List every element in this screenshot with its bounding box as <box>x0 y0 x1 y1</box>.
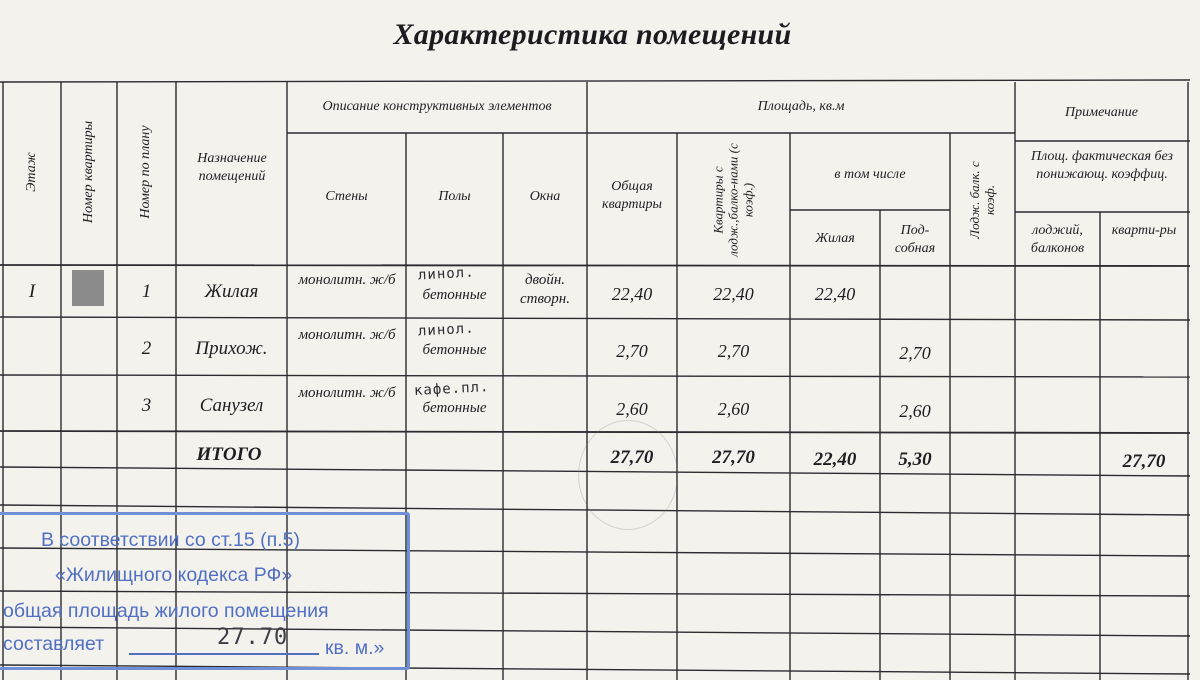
row3-total: 2,60 <box>616 399 648 419</box>
header-windows: Окна <box>529 189 561 204</box>
totals-apartments: 27,70 <box>1122 451 1166 472</box>
row2-purpose: Прихож. <box>195 338 268 359</box>
row3-auxiliary: 2,60 <box>899 401 931 421</box>
stamp-area-value: 27.70 <box>217 625 289 650</box>
totals-label: ИТОГО <box>196 444 262 465</box>
row2-plan-number: 2 <box>141 338 152 359</box>
totals-auxiliary: 5,30 <box>898 449 932 470</box>
header-apartments-actual: кварти-ры <box>1111 223 1177 238</box>
row3-floors-handwritten: кафе.пл. <box>413 379 490 399</box>
row1-windows: двойн. створн. <box>520 272 570 307</box>
row1-with-loggia: 22,40 <box>713 284 754 304</box>
header-walls: Стены <box>325 189 368 204</box>
document-title: Характеристика помещений <box>393 18 792 51</box>
header-floor: Этаж <box>24 152 39 192</box>
stamp-line-2: «Жилищного кодекса РФ» <box>55 564 293 586</box>
row1-plan-number: 1 <box>141 281 152 302</box>
row2-walls: монолитн. ж/б <box>298 327 396 343</box>
row2-floors: бетонные <box>422 342 487 358</box>
row1-walls: монолитн. ж/б <box>298 272 396 288</box>
header-purpose: Назначение помещений <box>197 151 267 184</box>
stamp-line-3: общая площадь жилого помещения <box>3 600 329 622</box>
row3-plan-number: 3 <box>141 395 152 416</box>
header-plan-number: Номер по плану <box>138 125 153 219</box>
stamp-line-1: В соответствии со ст.15 (п.5) <box>41 529 300 551</box>
row3-floors: бетонные <box>422 400 487 416</box>
header-apartment-number: Номер квартиры <box>81 120 96 224</box>
totals-total: 27,70 <box>610 447 654 468</box>
faint-round-mark <box>578 420 678 530</box>
totals-with-loggia: 27,70 <box>712 447 755 468</box>
row1-floor: I <box>28 281 36 302</box>
stamp-line-4-prefix: составляет <box>3 633 105 655</box>
row1-floors: бетонные <box>422 287 487 303</box>
header-construction: Описание конструктивных элементов <box>322 99 552 114</box>
header-actual-area: Площ. фактическая без понижающ. коэффиц. <box>1030 149 1174 182</box>
header-loggia-coef: Лодж. балк. с коэф. <box>967 161 997 239</box>
area-certification-stamp <box>0 512 410 670</box>
row1-floors-handwritten: линол. <box>417 264 475 284</box>
row1-purpose: Жилая <box>204 281 259 302</box>
stamp-line-4-suffix: кв. м.» <box>325 637 385 659</box>
header-including: в том числе <box>834 167 906 182</box>
header-floors: Полы <box>438 189 471 204</box>
redacted-apartment-number <box>72 270 104 306</box>
header-auxiliary: Под-собная <box>894 223 936 256</box>
header-note: Примечание <box>1065 105 1138 120</box>
row2-auxiliary: 2,70 <box>899 343 931 363</box>
row1-living: 22,40 <box>814 284 856 304</box>
row3-walls: монолитн. ж/б <box>298 385 396 401</box>
row3-purpose: Санузел <box>199 395 264 416</box>
stamp-underline <box>129 653 319 655</box>
totals-living: 22,40 <box>813 449 857 470</box>
header-loggias-balconies: лоджий, балконов <box>1030 223 1085 256</box>
row2-total: 2,70 <box>616 341 648 361</box>
header-area: Площадь, кв.м <box>757 99 845 114</box>
row1-total: 22,40 <box>611 284 653 304</box>
header-living: Жилая <box>815 231 855 246</box>
row2-floors-handwritten: линол. <box>417 320 475 340</box>
header-apartments-with-loggias: Квартиры с лодж.,балко-нами (с коэф.) <box>710 143 756 257</box>
row2-with-loggia: 2,70 <box>717 341 750 361</box>
header-total-apartment: Общая квартиры <box>602 179 662 212</box>
row3-with-loggia: 2,60 <box>717 399 750 419</box>
